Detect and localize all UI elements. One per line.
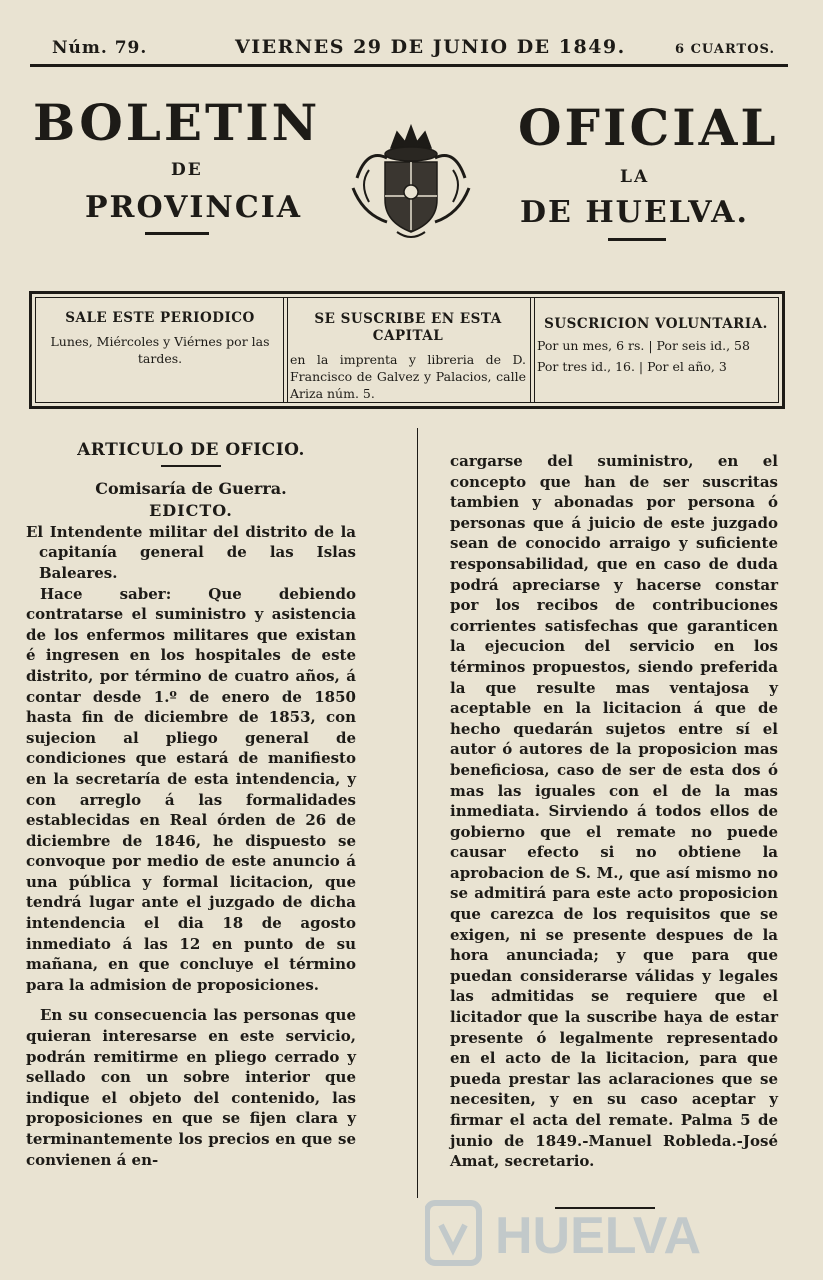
section-rule xyxy=(161,465,221,467)
masthead-rule-right xyxy=(608,238,666,241)
watermark-text: HUELVA xyxy=(495,1207,702,1265)
section-heading: ARTICULO DE OFICIO. xyxy=(77,440,305,460)
schedule-title: SALE ESTE PERIODICO xyxy=(65,310,255,326)
article-right-column xyxy=(450,451,778,1172)
prices-row-1: Por un mes, 6 rs. | Por seis id., 58 xyxy=(537,338,750,353)
subscription-place xyxy=(290,294,526,406)
subscription-title: SE SUSCRIBE EN ESTA CAPITAL xyxy=(314,311,502,344)
masthead-provincia: PROVINCIA xyxy=(85,190,303,225)
issue-date: VIERNES 29 DE JUNIO DE 1849. xyxy=(235,36,626,58)
box-divider xyxy=(530,298,535,402)
subscription-prices xyxy=(537,294,775,406)
masthead-de-huelva: DE HUELVA. xyxy=(520,195,749,230)
watermark-logo xyxy=(425,1195,755,1270)
edict-paragraph-3: cargarse del suministro, en el concepto que han de ser suscritas tambien y abonadas por persona ó personas que á juicio de este juzgado sean de conocido arraigo y suficiente responsabilidad, que en caso de duda podrá apreciarse y hacerse constar por los recibos de contribuciones corrientes satisfechas que garanticen la ejecucion del servicio en los términos propuestos, siendo preferida la que resulte mas ventajosa y aceptable en la licitacion á que de hecho quedarán sujetos entre sí el autor ó autores de la proposicion mas beneficiosa, caso de ser de esta dos ó mas las iguales con el de la mas inmediata. Sirviendo á todos ellos de gobierno que el remate no puede causar efecto si no obtiene la aprobacion de S. M., que así mismo no se admitirá para este acto proposicion que carezca de los requisitos que se exigen, ni se presente despues de la hora anunciada; y que para que puedan considerarse válidas y legales las admitidas se requiere que el licitador que la suscribe haya de estar presente ó legalmente representado en el acto de la licitacion, para que pueda prestar las aclaraciones que se necesiten, y en su caso aceptar y firmar el acta del remate. Palma 5 de junio de 1849.-Manuel Robleda.-José Amat, secretario. xyxy=(450,452,778,1171)
prices-row-2: Por tres id., 16. | Por el año, 3 xyxy=(537,359,727,374)
subscription-text: en la imprenta y libreria de D. Francisco de Galvez y Palacios, calle Ariza núm. 5. xyxy=(290,352,526,401)
article-left-column xyxy=(26,440,356,1170)
issue-price: 6 CUARTOS. xyxy=(675,42,775,57)
box-divider xyxy=(283,298,288,402)
prices-title: SUSCRICION VOLUNTARIA. xyxy=(544,316,768,332)
masthead-oficial: OFICIAL xyxy=(518,98,779,157)
office-heading: Comisaría de Guerra. xyxy=(95,478,287,498)
header-rule xyxy=(30,64,788,67)
info-box xyxy=(29,291,785,409)
schedule-text: Lunes, Miércoles y Viérnes por las tardes. xyxy=(50,334,270,366)
issue-number: Núm. 79. xyxy=(52,38,148,58)
coat-of-arms-icon xyxy=(347,118,475,244)
edict-intro: El Intendente militar del distrito de la capitanía general de las Islas Baleares. xyxy=(26,522,356,582)
masthead-de: DE xyxy=(171,160,203,180)
edict-paragraph-1: Hace saber: Que debiendo contratarse el suministro y asistencia de los enfermos militares que existan é ingresen en los hospitales de este distrito, por término de cuatro años, á contar desde 1.º de enero de 1850 hasta fin de diciembre de 1853, con sujecion al pliego general de condiciones que estará de manifiesto en la secretaría de esta intendencia, y con arreglo á las formalidades establecidas en Real órden de 26 de diciembre de 1846, he dispuesto se convoque por medio de este anuncio á una pública y formal licitacion, que tendrá lugar ante el juzgado de dicha intendencia el dia 18 de agosto inmediato á las 12 en punto de su mañana, en que concluye el término para la admision de proposiciones. xyxy=(26,584,356,994)
column-divider xyxy=(417,428,418,1198)
edict-title: EDICTO. xyxy=(149,501,233,521)
edict-paragraph-2: En su consecuencia las personas que quieran interesarse en este servicio, podrán remitirme en pliego cerrado y sellado con un sobre interior que indique el objeto del contenido, las proposiciones en que se fijen clara y terminantemente los precios en que se convienen á en- xyxy=(26,1006,356,1169)
masthead-rule-left xyxy=(145,232,209,235)
masthead-la: LA xyxy=(620,167,650,187)
publication-schedule xyxy=(40,294,280,406)
masthead-boletin: BOLETIN xyxy=(33,93,321,152)
